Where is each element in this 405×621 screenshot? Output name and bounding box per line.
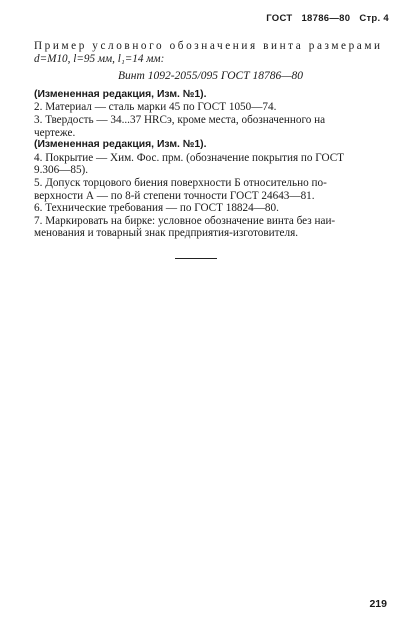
- item-7-marking-line-1: 7. Маркировать на бирке: условное обозначение винта без наи-: [34, 214, 336, 227]
- item-4-coating-line-2: 9.306—85).: [34, 164, 89, 177]
- item-3-hardness-line-2: чертеже.: [34, 126, 76, 139]
- item-7-marking-line-2: менования и товарный знак предприятия-изготовителя.: [34, 227, 299, 240]
- header-page-label: Стр. 4: [359, 13, 389, 24]
- header-standard: ГОСТ: [266, 13, 293, 24]
- document-body: [34, 40, 387, 240]
- intro-line-2: d=M10, l=95 мм, l₁=14 мм:: [34, 52, 165, 65]
- section-divider: [175, 258, 217, 259]
- edition-note-2: (Измененная редакция, Изм. №1).: [34, 139, 207, 151]
- intro-line-1: Пример условного обозначения винта размерами: [34, 40, 383, 52]
- item-5-runout-line-2: верхности А — по 8-й степени точности ГОСТ 24643—81.: [34, 189, 315, 202]
- item-6-technical-requirements: 6. Технические требования — по ГОСТ 18824—80.: [34, 202, 279, 215]
- page-header: [260, 13, 389, 24]
- header-standard-number: 18786—80: [301, 13, 351, 24]
- edition-note-1: (Измененная редакция, Изм. №1).: [34, 88, 207, 100]
- page-number: 219: [369, 598, 387, 610]
- item-3-hardness-line-1: 3. Твердость — 34...37 HRCэ, кроме места, обозначенного на: [34, 113, 326, 126]
- item-2-material: 2. Материал — сталь марки 45 по ГОСТ 1050—74.: [34, 101, 277, 114]
- designation-example: Винт 1092-2055/095 ГОСТ 18786—80: [118, 70, 303, 83]
- item-5-runout-line-1: 5. Допуск торцового биения поверхности Б относительно по-: [34, 176, 327, 189]
- item-4-coating-line-1: 4. Покрытие — Хим. Фос. прм. (обозначение покрытия по ГОСТ: [34, 151, 345, 164]
